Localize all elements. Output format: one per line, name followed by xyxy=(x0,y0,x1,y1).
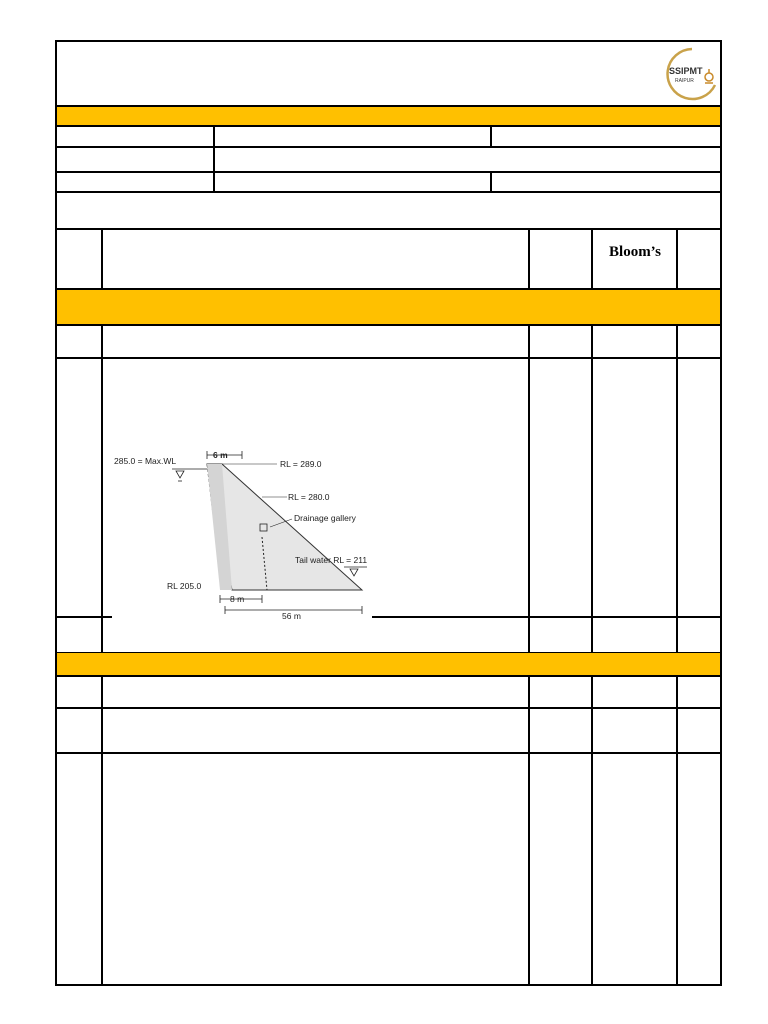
info-row-2 xyxy=(57,148,720,173)
exam-paper-sheet xyxy=(55,40,722,986)
info-row-1 xyxy=(57,127,720,148)
title-band xyxy=(57,107,720,127)
section-band-1 xyxy=(57,290,720,326)
svg-text:6 m: 6 m xyxy=(213,450,228,460)
row-divider xyxy=(57,288,720,290)
info-row-3 xyxy=(57,173,720,193)
svg-text:RL = 280.0: RL = 280.0 xyxy=(288,492,330,502)
row-divider xyxy=(57,707,720,709)
svg-text:RAIPUR: RAIPUR xyxy=(675,78,694,84)
row-divider xyxy=(57,357,720,359)
ssipmt-logo-icon xyxy=(665,47,719,101)
dam-section-figure xyxy=(112,447,372,627)
svg-text:RL 205.0: RL 205.0 xyxy=(167,581,202,591)
svg-text:8 m: 8 m xyxy=(230,594,245,604)
instructions-row xyxy=(57,193,720,230)
svg-text:56 m: 56 m xyxy=(282,611,301,621)
svg-text:285.0 = Max.WL: 285.0 = Max.WL xyxy=(114,456,177,466)
svg-text:SSIPMT: SSIPMT xyxy=(669,66,703,76)
row-divider xyxy=(57,752,720,754)
svg-text:Drainage gallery: Drainage gallery xyxy=(294,513,356,523)
svg-text:Tail water RL = 211: Tail water RL = 211 xyxy=(295,555,368,565)
svg-text:RL = 289.0: RL = 289.0 xyxy=(280,459,322,469)
blooms-column-header: Bloom’s xyxy=(609,244,661,260)
header-block xyxy=(57,42,720,107)
section-band-2 xyxy=(57,653,720,677)
